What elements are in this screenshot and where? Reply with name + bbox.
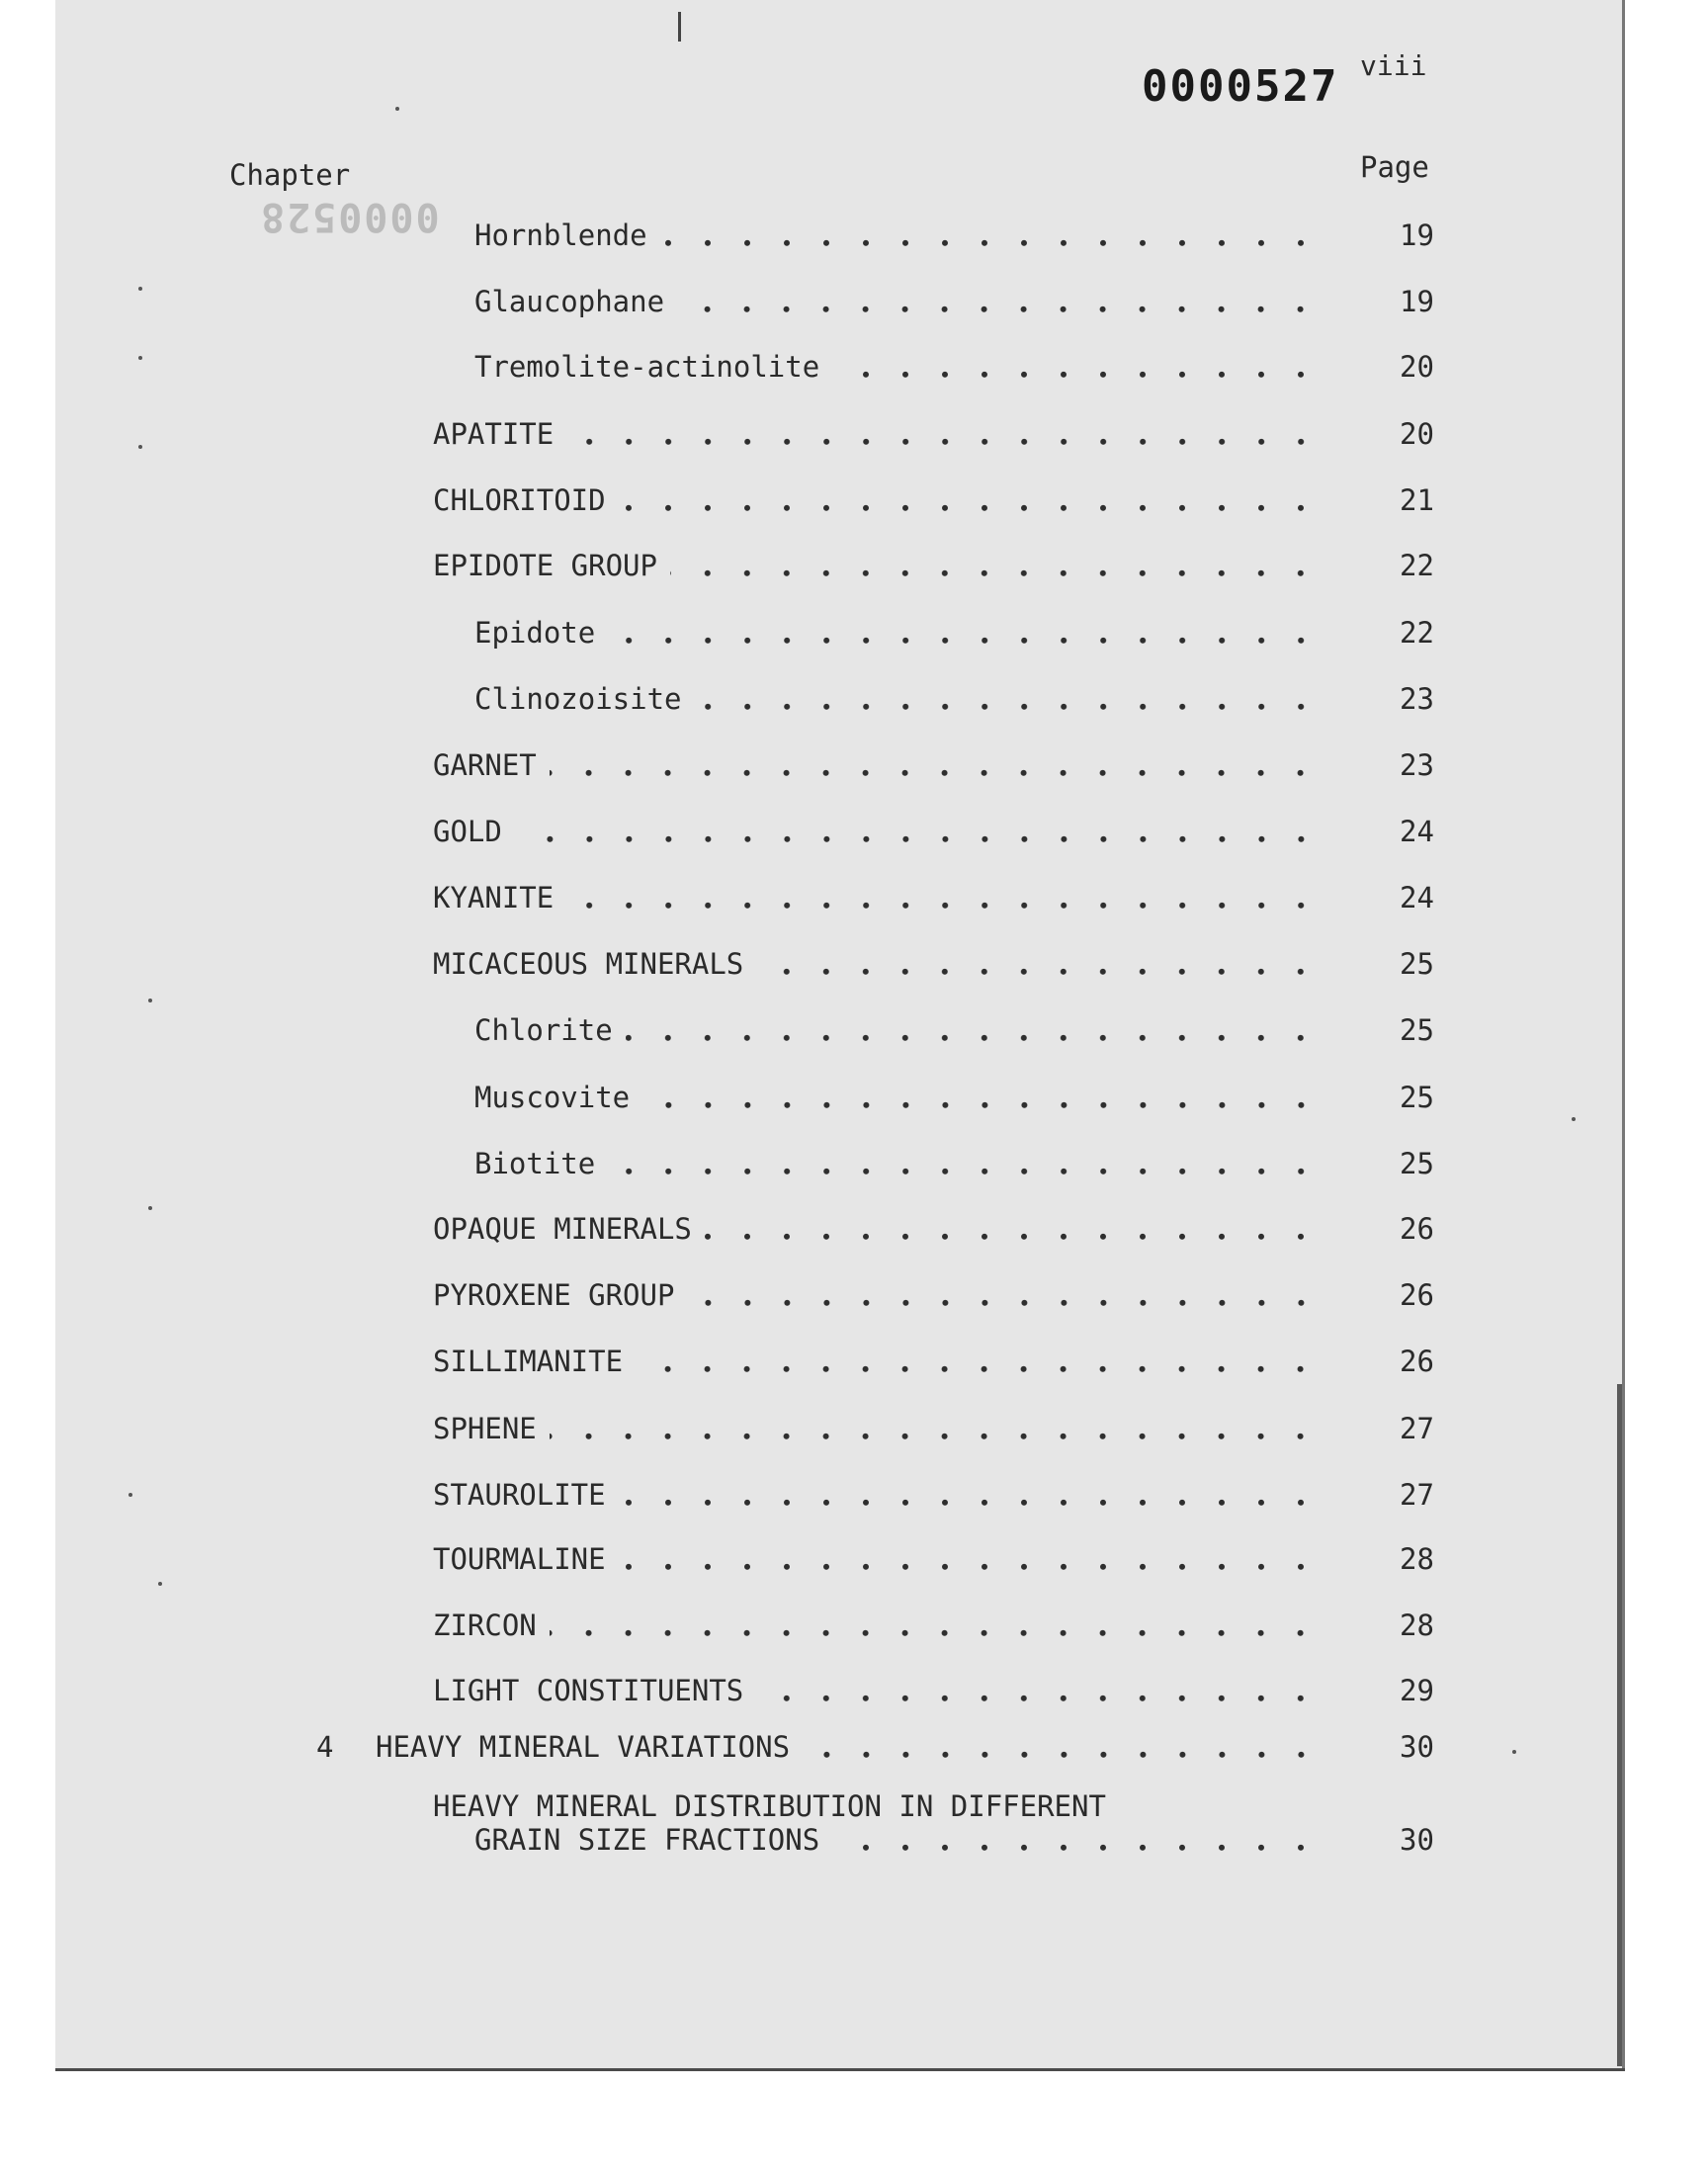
toc-page-number: 30 [1400,1823,1434,1857]
toc-entry-title: MICACEOUS MINERALS [433,947,744,981]
toc-entry [0,815,1708,854]
dot-leaders [705,1212,1321,1252]
dot-leaders [832,350,1321,390]
scan-speck [148,999,152,1002]
toc-page-number: 29 [1400,1674,1434,1707]
dot-leaders [619,1478,1321,1518]
dot-leaders [609,616,1321,655]
toc-entry [0,350,1708,390]
toc-entry [0,1345,1708,1384]
scan-speck [1572,1117,1576,1121]
toc-page-number: 20 [1400,350,1434,384]
scan-speck [128,1493,132,1497]
toc-entry [0,748,1708,788]
toc-entry [0,1789,1708,1857]
dot-leaders [626,1013,1321,1053]
toc-entry [0,616,1708,655]
toc-entry-title: Glaucophane [474,285,665,318]
toc-entry-title: OPAQUE MINERALS [433,1212,692,1246]
toc-entry [0,1147,1708,1186]
scan-speck [1512,1750,1516,1754]
toc-entry [0,881,1708,920]
dot-leaders [695,682,1321,722]
toc-entry-title: STAUROLITE [433,1478,606,1512]
bates-stamp: 0000527 [1142,61,1339,112]
dot-leaders [832,1823,1321,1863]
toc-page-number: 28 [1400,1542,1434,1576]
toc-page-number: 22 [1400,616,1434,650]
scan-speck [138,356,142,360]
binding-mark [678,12,681,42]
toc-entry [0,1674,1708,1713]
dot-leaders [567,881,1321,920]
dot-leaders [643,1081,1321,1120]
toc-entry-title: EPIDOTE GROUP [433,549,657,582]
toc-entry [0,417,1708,457]
dot-leaders [619,483,1321,523]
scan-speck [138,287,142,291]
toc-entry-title: Epidote [474,616,596,650]
toc-entry [0,1013,1708,1053]
toc-entry-title: GARNET [433,748,537,782]
toc-entry [0,1081,1708,1120]
toc-entry-title: Hornblende [474,218,647,252]
toc-entry-title: ZIRCON [433,1609,537,1642]
page-number-roman: viii [1360,49,1427,82]
toc-page-number: 23 [1400,682,1434,716]
dot-leaders [550,1412,1321,1451]
dot-leaders [660,218,1321,258]
scan-speck [148,1206,152,1210]
toc-page-number: 26 [1400,1212,1434,1246]
column-header-chapter: Chapter [229,158,351,192]
toc-page-number: 22 [1400,549,1434,582]
toc-entry-title: CHLORITOID [433,483,606,517]
toc-entry [0,1412,1708,1451]
dot-leaders [756,1674,1321,1713]
toc-entry-title: Biotite [474,1147,596,1180]
toc-page-number: 26 [1400,1278,1434,1312]
dot-leaders [550,748,1321,788]
dot-leaders [803,1730,1321,1770]
toc-page-number: 25 [1400,1081,1434,1114]
toc-entry [0,1212,1708,1252]
toc-entry-title: Muscovite [474,1081,631,1114]
faded-bates-stamp: 0000528 [259,194,440,239]
toc-entry [0,1278,1708,1318]
toc-page-number: 27 [1400,1478,1434,1512]
toc-entry-title: LIGHT CONSTITUENTS [433,1674,744,1707]
column-header-page: Page [1360,150,1429,184]
dot-leaders [619,1542,1321,1582]
chapter-number: 4 [316,1730,334,1764]
toc-entry [0,1609,1708,1648]
toc-page-number: 25 [1400,947,1434,981]
toc-page-number: 30 [1400,1730,1434,1764]
toc-entry-title: SILLIMANITE [433,1345,624,1378]
toc-page-number: 25 [1400,1147,1434,1180]
toc-entry-title-continued: GRAIN SIZE FRACTIONS [474,1823,820,1857]
dot-leaders [670,549,1321,588]
dot-leaders [567,417,1321,457]
toc-page-number: 28 [1400,1609,1434,1642]
toc-page-number: 25 [1400,1013,1434,1047]
toc-page-number: 19 [1400,218,1434,252]
toc-entry [0,285,1708,324]
toc-entry [0,947,1708,987]
toc-entry-title: GOLD [433,815,502,848]
toc-entry [0,1730,1708,1770]
toc-entry-title: Tremolite-actinolite [474,350,820,384]
toc-entry-title: HEAVY MINERAL VARIATIONS [376,1730,791,1764]
scan-speck [158,1582,162,1586]
dot-leaders [516,815,1321,854]
dot-leaders [677,285,1321,324]
toc-page-number: 27 [1400,1412,1434,1445]
toc-entry-title: HEAVY MINERAL DISTRIBUTION IN DIFFERENT [433,1789,1106,1823]
toc-page-number: 19 [1400,285,1434,318]
toc-entry [0,218,1708,258]
toc-entry-title: SPHENE [433,1412,537,1445]
scan-speck [395,107,399,111]
toc-entry-title: PYROXENE GROUP [433,1278,675,1312]
toc-entry-title: Chlorite [474,1013,613,1047]
toc-page-number: 21 [1400,483,1434,517]
dot-leaders [756,947,1321,987]
toc-entry [0,549,1708,588]
toc-entry-title: KYANITE [433,881,555,914]
toc-page-number: 23 [1400,748,1434,782]
toc-entry [0,1542,1708,1582]
toc-page-number: 24 [1400,815,1434,848]
toc-entry [0,483,1708,523]
toc-entry-title: APATITE [433,417,555,451]
toc-page-number: 24 [1400,881,1434,914]
toc-entry-title: TOURMALINE [433,1542,606,1576]
dot-leaders [688,1278,1321,1318]
toc-entry [0,682,1708,722]
toc-page-number: 20 [1400,417,1434,451]
toc-page-number: 26 [1400,1345,1434,1378]
toc-entry-title: Clinozoisite [474,682,682,716]
dot-leaders [550,1609,1321,1648]
scan-speck [138,445,142,449]
toc-entry [0,1478,1708,1518]
dot-leaders [609,1147,1321,1186]
dot-leaders [636,1345,1321,1384]
